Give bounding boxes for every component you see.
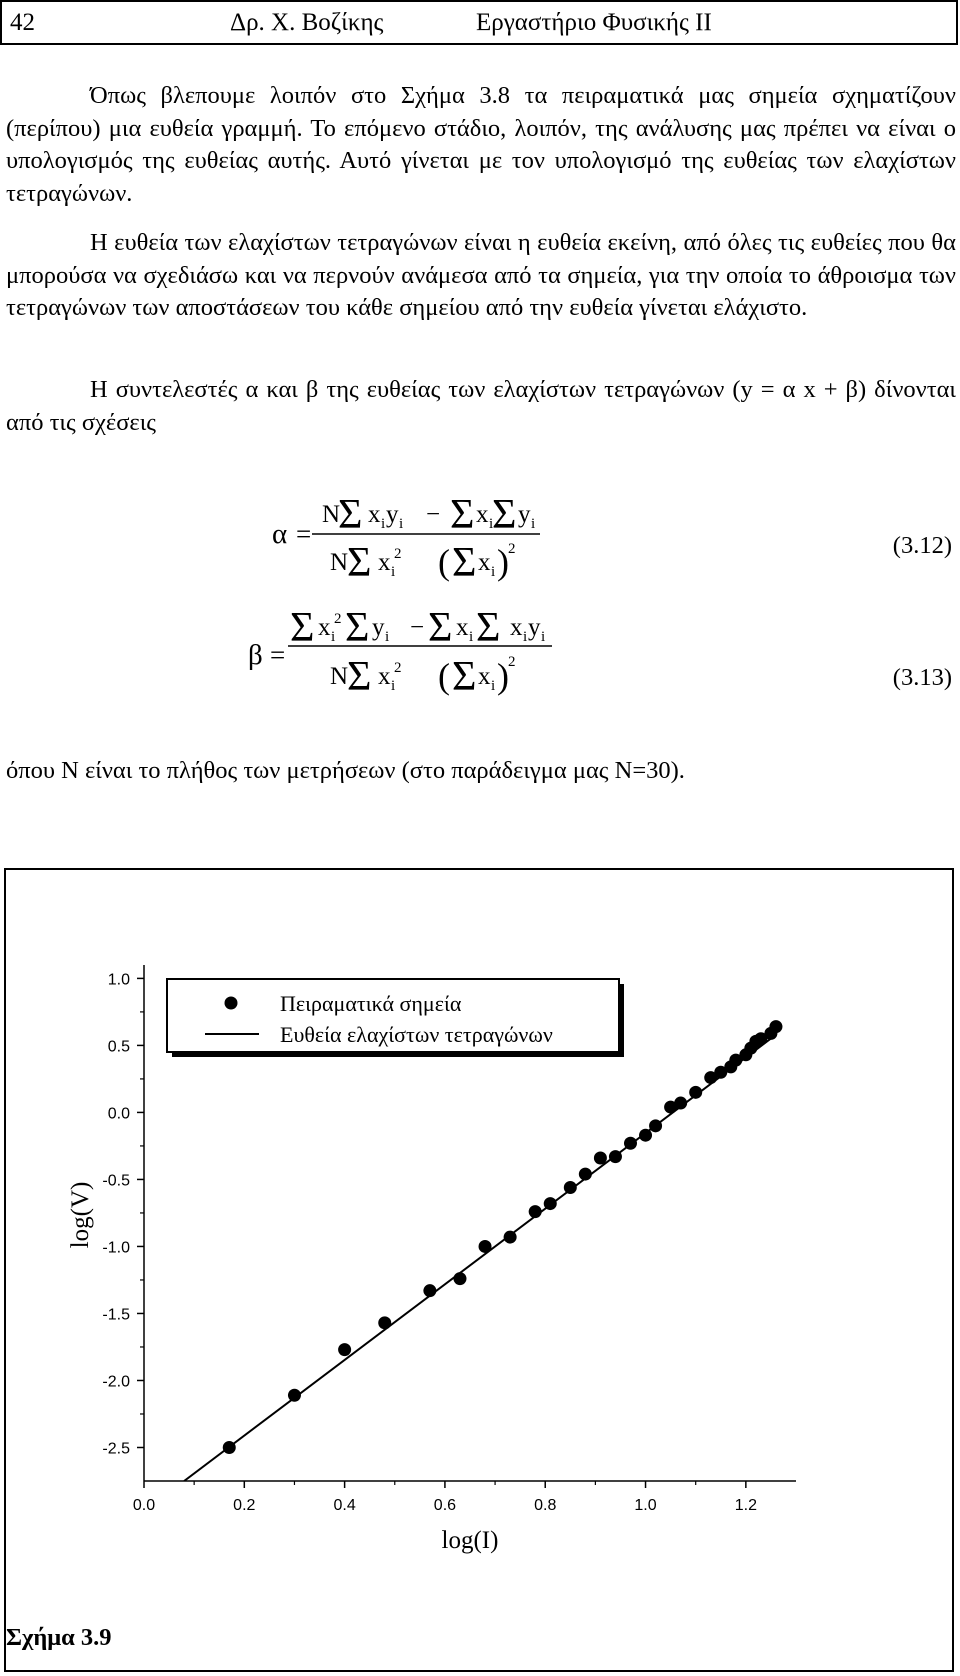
legend-label-points: Πειραματικά σημεία [280,991,462,1016]
x-axis-label: log(I) [441,1527,499,1554]
svg-text:Σ: Σ [347,540,372,586]
book-title: Εργαστήριο Φυσικής ΙΙ [476,9,712,36]
svg-text:i: i [523,629,528,645]
svg-text:i: i [489,516,494,532]
svg-text:Σ: Σ [492,492,517,538]
svg-text:y: y [528,614,541,641]
svg-text:x: x [368,501,381,528]
x-tick-label: 0.6 [433,1497,457,1514]
svg-text:Σ: Σ [450,492,475,538]
svg-text:−: − [410,614,425,641]
svg-text:x: x [456,614,469,641]
y-axis-label: log(V) [67,1181,94,1249]
y-tick-label: 0.5 [107,1038,130,1056]
svg-text:x: x [378,549,391,576]
svg-text:N: N [330,549,349,576]
page-number: 42 [10,9,35,36]
legend-marker-points [225,997,238,1010]
svg-text:i: i [391,678,396,694]
svg-text:Σ: Σ [452,654,477,700]
equation-number-3-12: (3.12) [892,532,952,559]
svg-text:−: − [426,501,441,528]
author-name: Δρ. Χ. Βοζίκης [230,9,384,36]
svg-text:=: = [270,640,286,670]
svg-text:=: = [296,519,312,549]
svg-text:i: i [491,678,496,694]
equation-number-3-13: (3.13) [892,664,952,691]
y-tick-label: 1.0 [107,971,130,989]
svg-text:Σ: Σ [345,605,370,651]
svg-text:2: 2 [334,611,342,627]
svg-text:Σ: Σ [290,605,315,651]
svg-text:(: ( [438,656,450,696]
svg-text:x: x [478,663,491,690]
closing-text: όπου Ν είναι το πλήθος των μετρήσεων (στο παράδειγμα μας Ν=30). [6,757,685,784]
svg-text:Σ: Σ [347,654,372,700]
paragraph-definition: Η ευθεία των ελαχίστων τετραγώνων είναι η ευθεία εκείνη, από όλες τις ευθείες που θα μπορούσα να σχεδιάσω και να περνούν ανάμεσα από τα σημεία, για την οποία το άθροισμα των τετραγώνων των αποστάσεων του κάθε σημείου από την ευθεία γίνεται ελάχιστο. [6,229,956,322]
svg-text:y: y [372,614,385,641]
y-tick-label: -1.0 [102,1239,130,1257]
x-tick-label: 1.0 [634,1497,657,1514]
paragraph-intro: Όπως βλεπουμε λοιπόν στο Σχήμα 3.8 τα πειραματικά μας σημεία σχηματίζουν (περίπου) μια ευθεία γραμμή. Το επόμενο στάδιο, λοιπόν, της ανάλυσης μας πρέπει να είναι ο υπολογισμός της ευθείας αυτής. Αυτό γίνεται με τον υπολογισμό της ευθείας των ελαχίστων τετραγώνων. [6,82,956,207]
svg-text:i: i [385,629,390,645]
svg-text:i: i [399,516,404,532]
svg-text:N: N [330,663,349,690]
svg-text:Σ: Σ [452,540,477,586]
svg-text:i: i [331,629,336,645]
x-tick-label: 0.4 [333,1497,356,1514]
beta-symbol: β [248,639,263,671]
svg-text:x: x [476,501,489,528]
svg-text:2: 2 [508,541,516,557]
svg-text:): ) [497,656,509,696]
svg-text:x: x [510,614,523,641]
svg-text:i: i [531,516,536,532]
svg-text:x: x [478,549,491,576]
svg-text:2: 2 [508,654,516,670]
svg-text:i: i [541,629,546,645]
svg-text:2: 2 [394,660,402,676]
y-tick-label: -0.5 [102,1172,130,1190]
svg-text:Σ: Σ [428,605,453,651]
data-point [769,1020,782,1033]
svg-text:2: 2 [394,546,402,562]
y-tick-label: -1.5 [102,1306,130,1324]
svg-text:y: y [518,501,531,528]
svg-text:x: x [378,663,391,690]
alpha-symbol: α [272,518,288,550]
svg-text:): ) [497,542,509,582]
svg-text:y: y [386,501,399,528]
y-tick-label: 0.0 [107,1105,130,1123]
figure-caption: Σχήμα 3.9 [6,1624,112,1651]
svg-text:N: N [322,501,341,528]
fit-line [184,1035,776,1481]
y-tick-label: -2.5 [102,1440,130,1458]
svg-text:i: i [491,564,496,580]
svg-text:Σ: Σ [476,605,501,651]
x-tick-label: 0.2 [233,1497,256,1514]
data-point [338,1343,351,1356]
svg-text:x: x [318,614,331,641]
x-tick-label: 1.2 [734,1497,757,1514]
svg-text:i: i [469,629,474,645]
paragraph-coefficients: Η συντελεστές α και β της ευθείας των ελαχίστων τετραγώνων (y = α x + β) δίνονται από τις σχέσεις [6,376,956,436]
svg-text:i: i [381,516,386,532]
x-tick-label: 0.8 [534,1497,557,1514]
y-tick-label: -2.0 [102,1373,130,1391]
svg-text:i: i [391,564,396,580]
svg-text:(: ( [438,542,450,582]
svg-text:Σ: Σ [338,492,363,538]
legend-label-line: Ευθεία ελαχίστων τετραγώνων [280,1022,553,1047]
x-tick-label: 0.0 [132,1497,156,1514]
